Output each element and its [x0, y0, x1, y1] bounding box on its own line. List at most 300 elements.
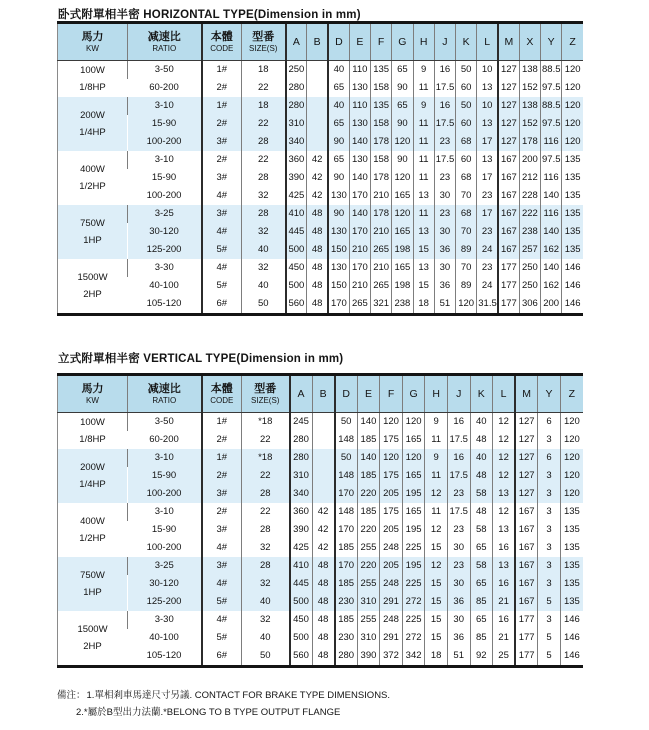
- dim-h-cell: 11: [413, 115, 434, 133]
- dim-j-cell: 23: [434, 169, 455, 187]
- ratio-cell: 3-30: [128, 611, 202, 629]
- dim-x-cell: 250: [519, 259, 540, 277]
- code-cell: 3#: [202, 169, 242, 187]
- dim-g-cell: 238: [392, 295, 413, 315]
- dim-k-cell: 120: [456, 295, 477, 315]
- code-cell: 3#: [202, 205, 242, 223]
- dim-b-cell: [307, 61, 328, 80]
- dim-d-cell: 148: [335, 503, 358, 521]
- dim-l-cell: 17: [477, 133, 498, 151]
- size-cell: 40: [242, 277, 286, 295]
- size-cell: 32: [242, 223, 286, 241]
- dim-f-cell: 158: [371, 79, 392, 97]
- dim-z-cell: 120: [560, 449, 583, 467]
- dim-b-cell: 42: [307, 187, 328, 205]
- column-header-zh: 减速比: [147, 382, 181, 395]
- dim-x-cell: 250: [519, 277, 540, 295]
- spec-row: [58, 611, 584, 629]
- column-header-k: K: [456, 23, 477, 61]
- dim-d-cell: 40: [328, 61, 349, 80]
- size-cell: 32: [242, 187, 286, 205]
- dim-h-cell: 9: [425, 449, 448, 467]
- dim-j-cell: 17.5: [447, 467, 470, 485]
- dim-z-cell: 120: [562, 133, 583, 151]
- power-watts: 100W: [80, 64, 105, 76]
- dim-a-cell: 445: [286, 223, 307, 241]
- dim-b-cell: [312, 449, 335, 467]
- dim-d-cell: 170: [335, 557, 358, 575]
- dim-h-cell: 18: [425, 647, 448, 667]
- dim-z-cell: 135: [560, 539, 583, 557]
- dim-h-cell: 15: [425, 611, 448, 629]
- footnote-2-text: 2.*屬於B型出力法蘭.*BELONG TO B TYPE OUTPUT FLANGE: [76, 707, 341, 718]
- column-header-en: SIZE(S): [249, 43, 278, 53]
- dim-y-cell: 3: [538, 467, 561, 485]
- size-cell: 22: [242, 115, 286, 133]
- column-header-ratio: [128, 23, 202, 61]
- power-rating-cell: [58, 557, 128, 611]
- dim-d-cell: 185: [335, 611, 358, 629]
- ratio-cell: 3-10: [128, 503, 202, 521]
- dim-e-cell: 220: [357, 485, 380, 503]
- dim-a-cell: 360: [286, 151, 307, 169]
- size-cell: 22: [242, 467, 290, 485]
- spec-row: [58, 115, 584, 133]
- dim-g-cell: 342: [402, 647, 425, 667]
- column-header-j: J: [447, 375, 470, 413]
- dim-y-cell: 140: [541, 223, 562, 241]
- dim-f-cell: 120: [380, 413, 403, 432]
- dim-k-cell: 48: [470, 431, 493, 449]
- dim-x-cell: 257: [519, 241, 540, 259]
- power-rating-cell: [58, 97, 128, 151]
- ratio-cell: 3-50: [128, 413, 202, 432]
- dim-f-cell: 178: [371, 169, 392, 187]
- dim-b-cell: 48: [307, 241, 328, 259]
- dim-z-cell: 146: [562, 277, 583, 295]
- dim-a-cell: 445: [290, 575, 313, 593]
- dim-j-cell: 17.5: [434, 151, 455, 169]
- dim-h-cell: 13: [413, 187, 434, 205]
- code-cell: 1#: [202, 449, 242, 467]
- dim-g-cell: 65: [392, 61, 413, 80]
- dim-z-cell: 135: [560, 593, 583, 611]
- ratio-cell: 3-10: [128, 97, 202, 115]
- size-cell: 18: [242, 97, 286, 115]
- dim-l-cell: 31.5: [477, 295, 498, 315]
- dim-f-cell: 175: [380, 467, 403, 485]
- dim-k-cell: 65: [470, 539, 493, 557]
- dim-y-cell: 88.5: [541, 61, 562, 80]
- code-cell: 2#: [202, 151, 242, 169]
- power-rating-cell: [58, 151, 128, 205]
- dim-g-cell: 165: [392, 259, 413, 277]
- dim-g-cell: 272: [402, 629, 425, 647]
- column-header-z: Z: [560, 375, 583, 413]
- code-cell: 6#: [202, 295, 242, 315]
- size-cell: 32: [242, 259, 286, 277]
- power-hp: 1/4HP: [79, 479, 106, 490]
- dim-x-cell: 222: [519, 205, 540, 223]
- code-cell: 4#: [202, 575, 242, 593]
- ratio-cell: 3-10: [128, 449, 202, 467]
- dim-a-cell: 560: [290, 647, 313, 667]
- dim-j-cell: 17.5: [447, 503, 470, 521]
- dim-a-cell: 500: [290, 593, 313, 611]
- dim-l-cell: 23: [477, 187, 498, 205]
- dim-d-cell: 90: [328, 205, 349, 223]
- power-rating-cell: [58, 259, 128, 315]
- column-header-z: Z: [562, 23, 583, 61]
- dim-f-cell: 178: [371, 133, 392, 151]
- column-header-en: RATIO: [152, 395, 177, 405]
- dim-h-cell: 9: [425, 413, 448, 432]
- dim-k-cell: 65: [470, 575, 493, 593]
- dim-x-cell: 306: [519, 295, 540, 315]
- dim-z-cell: 120: [562, 79, 583, 97]
- dim-e-cell: 185: [357, 467, 380, 485]
- dim-e-cell: 210: [349, 277, 370, 295]
- dim-z-cell: 146: [560, 629, 583, 647]
- horizontal-table-title: 卧式附單相半密 HORIZONTAL TYPE(Dimension in mm): [58, 9, 361, 21]
- size-cell: 28: [242, 521, 290, 539]
- dim-j-cell: 30: [447, 611, 470, 629]
- power-hp: 1/2HP: [79, 181, 106, 192]
- dim-k-cell: 50: [456, 61, 477, 80]
- dim-l-cell: 13: [493, 557, 516, 575]
- dim-m-cell: 177: [515, 629, 538, 647]
- size-cell: *18: [242, 449, 290, 467]
- dim-a-cell: 390: [290, 521, 313, 539]
- size-cell: 22: [242, 503, 290, 521]
- dim-m-cell: 167: [515, 521, 538, 539]
- dim-y-cell: 3: [538, 485, 561, 503]
- dim-y-cell: 5: [538, 629, 561, 647]
- dim-m-cell: 167: [515, 593, 538, 611]
- dim-m-cell: 167: [515, 539, 538, 557]
- dim-z-cell: 146: [562, 259, 583, 277]
- code-cell: 3#: [202, 485, 242, 503]
- dim-j-cell: 36: [447, 629, 470, 647]
- spec-row: [58, 431, 584, 449]
- dim-m-cell: 127: [498, 97, 519, 115]
- dim-h-cell: 11: [413, 79, 434, 97]
- ratio-cell: 3-50: [128, 61, 202, 80]
- dim-h-cell: 15: [425, 593, 448, 611]
- dim-g-cell: 195: [402, 521, 425, 539]
- spec-row: [58, 97, 584, 115]
- column-header-code: [202, 375, 242, 413]
- dim-m-cell: 127: [498, 133, 519, 151]
- dim-b-cell: 48: [312, 593, 335, 611]
- dim-d-cell: 130: [328, 223, 349, 241]
- dim-j-cell: 23: [447, 521, 470, 539]
- ratio-cell: 15-90: [128, 467, 202, 485]
- dim-e-cell: 265: [349, 295, 370, 315]
- dim-m-cell: 167: [498, 223, 519, 241]
- dim-b-cell: 48: [307, 205, 328, 223]
- ratio-cell: 100-200: [146, 190, 182, 202]
- dim-g-cell: 90: [392, 151, 413, 169]
- dim-d-cell: 65: [328, 79, 349, 97]
- dim-j-cell: 17.5: [447, 431, 470, 449]
- dim-b-cell: 48: [312, 557, 335, 575]
- dim-f-cell: 248: [380, 539, 403, 557]
- column-header-kw: [58, 23, 128, 61]
- dim-k-cell: 92: [470, 647, 493, 667]
- dim-z-cell: 120: [560, 413, 583, 432]
- dim-k-cell: 40: [470, 413, 493, 432]
- dim-j-cell: 30: [447, 539, 470, 557]
- dim-j-cell: 36: [447, 593, 470, 611]
- dim-h-cell: 15: [413, 277, 434, 295]
- dim-k-cell: 70: [456, 259, 477, 277]
- dim-m-cell: 127: [515, 431, 538, 449]
- dim-z-cell: 135: [562, 169, 583, 187]
- power-watts: 1500W: [77, 271, 108, 283]
- dim-j-cell: 23: [447, 485, 470, 503]
- dim-b-cell: [312, 485, 335, 503]
- power-hp: 1/2HP: [79, 533, 106, 544]
- dim-d-cell: 50: [335, 449, 358, 467]
- dim-b-cell: [307, 97, 328, 115]
- dim-g-cell: 225: [402, 539, 425, 557]
- dim-x-cell: 212: [519, 169, 540, 187]
- column-header-m: M: [515, 375, 538, 413]
- spec-row: [58, 133, 584, 151]
- dim-z-cell: 135: [560, 575, 583, 593]
- dim-m-cell: 167: [498, 241, 519, 259]
- dim-h-cell: 15: [425, 629, 448, 647]
- dim-e-cell: 220: [357, 557, 380, 575]
- dim-d-cell: 230: [335, 593, 358, 611]
- dim-a-cell: 390: [286, 169, 307, 187]
- dim-g-cell: 225: [402, 575, 425, 593]
- dim-g-cell: 65: [392, 97, 413, 115]
- dim-m-cell: 167: [515, 503, 538, 521]
- dim-h-cell: 11: [413, 205, 434, 223]
- dim-e-cell: 110: [349, 97, 370, 115]
- dim-z-cell: 120: [562, 115, 583, 133]
- spec-row: [58, 241, 584, 259]
- power-watts: 400W: [80, 163, 105, 175]
- dim-a-cell: 280: [290, 431, 313, 449]
- ratio-cell: 125-200: [128, 241, 202, 259]
- column-header-e: E: [357, 375, 380, 413]
- dim-g-cell: 90: [392, 79, 413, 97]
- size-cell: 28: [242, 485, 290, 503]
- dim-d-cell: 185: [335, 539, 358, 557]
- power-hp: 1/8HP: [79, 82, 106, 93]
- dim-m-cell: 177: [498, 277, 519, 295]
- dim-j-cell: 30: [447, 575, 470, 593]
- dim-f-cell: 205: [380, 485, 403, 503]
- dim-j-cell: 16: [434, 97, 455, 115]
- dim-f-cell: 178: [371, 205, 392, 223]
- dim-z-cell: 120: [560, 431, 583, 449]
- dim-d-cell: 150: [328, 277, 349, 295]
- vertical-table-title: 立式附單相半密 VERTICAL TYPE(Dimension in mm): [58, 353, 344, 365]
- dim-g-cell: 225: [402, 611, 425, 629]
- dim-d-cell: 50: [335, 413, 358, 432]
- power-rating-cell: [58, 503, 128, 557]
- dim-e-cell: 130: [349, 115, 370, 133]
- power-hp: 1HP: [83, 587, 102, 598]
- code-cell: 1#: [202, 413, 242, 432]
- size-cell: 32: [242, 611, 290, 629]
- dim-a-cell: 310: [290, 467, 313, 485]
- dim-b-cell: 48: [307, 295, 328, 315]
- column-header-h: H: [425, 375, 448, 413]
- dim-b-cell: [307, 79, 328, 97]
- ratio-cell: 100-200: [128, 485, 202, 503]
- dim-y-cell: 116: [541, 133, 562, 151]
- dim-k-cell: 85: [470, 629, 493, 647]
- dim-h-cell: 11: [425, 431, 448, 449]
- dim-x-cell: 152: [519, 115, 540, 133]
- dim-x-cell: 138: [519, 97, 540, 115]
- code-cell: 2#: [202, 467, 242, 485]
- dim-l-cell: 10: [477, 97, 498, 115]
- dim-y-cell: 3: [538, 503, 561, 521]
- dim-m-cell: 127: [515, 413, 538, 432]
- dim-a-cell: 450: [286, 259, 307, 277]
- dim-g-cell: 165: [402, 467, 425, 485]
- dim-d-cell: 130: [328, 259, 349, 277]
- code-cell: 2#: [202, 115, 242, 133]
- dim-e-cell: 210: [349, 241, 370, 259]
- power-rating-cell: [58, 61, 128, 98]
- dim-e-cell: 140: [349, 169, 370, 187]
- spec-row: [58, 593, 584, 611]
- dim-g-cell: 165: [392, 187, 413, 205]
- dim-b-cell: 48: [312, 575, 335, 593]
- column-header-zh: 减速比: [147, 30, 181, 43]
- column-header-g: G: [392, 23, 413, 61]
- spec-row: [58, 503, 584, 521]
- dim-f-cell: 210: [371, 223, 392, 241]
- dim-h-cell: 12: [425, 557, 448, 575]
- ratio-cell: 30-120: [128, 575, 202, 593]
- dim-j-cell: 30: [434, 259, 455, 277]
- ratio-cell: 15-90: [151, 172, 177, 184]
- code-cell: 4#: [202, 259, 242, 277]
- dim-k-cell: 70: [456, 187, 477, 205]
- dim-d-cell: 280: [335, 647, 358, 667]
- power-rating-cell: [58, 205, 128, 259]
- dim-h-cell: 9: [413, 61, 434, 80]
- dim-l-cell: 23: [477, 223, 498, 241]
- column-header-zh: 馬力: [81, 382, 104, 395]
- ratio-cell: 3-25: [128, 205, 202, 223]
- dim-l-cell: 13: [493, 485, 516, 503]
- dim-e-cell: 185: [357, 431, 380, 449]
- dim-y-cell: 116: [541, 205, 562, 223]
- dim-j-cell: 17.5: [434, 79, 455, 97]
- column-header-a: A: [290, 375, 313, 413]
- dim-j-cell: 16: [447, 413, 470, 432]
- dim-k-cell: 60: [456, 115, 477, 133]
- dim-j-cell: 23: [447, 557, 470, 575]
- dim-b-cell: 48: [312, 647, 335, 667]
- dim-l-cell: 21: [493, 593, 516, 611]
- dim-m-cell: 167: [498, 205, 519, 223]
- column-header-zh: 本體: [210, 382, 233, 395]
- dim-f-cell: 205: [380, 521, 403, 539]
- dim-x-cell: 238: [519, 223, 540, 241]
- dim-b-cell: [312, 413, 335, 432]
- power-hp: 1HP: [83, 235, 102, 246]
- dim-y-cell: 3: [538, 431, 561, 449]
- dim-f-cell: 158: [371, 151, 392, 169]
- ratio-cell: 105-120: [146, 650, 182, 662]
- dim-h-cell: 13: [413, 223, 434, 241]
- column-header-sizes: [242, 23, 286, 61]
- dim-l-cell: 13: [477, 115, 498, 133]
- dim-k-cell: 58: [470, 485, 493, 503]
- dim-y-cell: 140: [541, 187, 562, 205]
- code-cell: 4#: [202, 187, 242, 205]
- dim-m-cell: 167: [515, 557, 538, 575]
- column-header-h: H: [413, 23, 434, 61]
- spec-row: [58, 521, 584, 539]
- power-hp: 1/4HP: [79, 127, 106, 138]
- column-header-e: E: [349, 23, 370, 61]
- code-cell: 4#: [202, 539, 242, 557]
- dim-j-cell: 51: [434, 295, 455, 315]
- dim-m-cell: 127: [515, 449, 538, 467]
- dim-l-cell: 24: [477, 277, 498, 295]
- dim-a-cell: 340: [290, 485, 313, 503]
- dim-h-cell: 12: [425, 521, 448, 539]
- dim-e-cell: 140: [349, 133, 370, 151]
- dim-f-cell: 265: [371, 277, 392, 295]
- dim-b-cell: 42: [307, 169, 328, 187]
- dim-y-cell: 88.5: [541, 97, 562, 115]
- dim-y-cell: 3: [538, 557, 561, 575]
- dim-e-cell: 220: [357, 521, 380, 539]
- dim-k-cell: 65: [470, 611, 493, 629]
- code-cell: 5#: [202, 277, 242, 295]
- dim-h-cell: 12: [425, 485, 448, 503]
- dim-e-cell: 140: [357, 449, 380, 467]
- size-cell: 18: [242, 61, 286, 80]
- dim-j-cell: 36: [434, 241, 455, 259]
- column-header-en: SIZE(S): [251, 395, 280, 405]
- dim-g-cell: 195: [402, 557, 425, 575]
- dim-m-cell: 127: [498, 61, 519, 80]
- dim-d-cell: 148: [335, 431, 358, 449]
- dim-h-cell: 11: [425, 503, 448, 521]
- dim-h-cell: 15: [413, 241, 434, 259]
- dim-m-cell: 177: [515, 611, 538, 629]
- dim-d-cell: 170: [335, 521, 358, 539]
- dim-e-cell: 140: [349, 205, 370, 223]
- column-header-ratio: [128, 375, 202, 413]
- dim-x-cell: 152: [519, 79, 540, 97]
- dim-j-cell: 51: [447, 647, 470, 667]
- dim-d-cell: 230: [335, 629, 358, 647]
- spec-row: [58, 259, 584, 277]
- spec-row: [58, 647, 584, 667]
- dim-e-cell: 170: [349, 187, 370, 205]
- dim-y-cell: 97.5: [541, 151, 562, 169]
- dim-l-cell: 16: [493, 575, 516, 593]
- dim-l-cell: 13: [477, 151, 498, 169]
- dim-y-cell: 6: [538, 413, 561, 432]
- dim-d-cell: 185: [335, 575, 358, 593]
- column-header-en: CODE: [210, 43, 234, 53]
